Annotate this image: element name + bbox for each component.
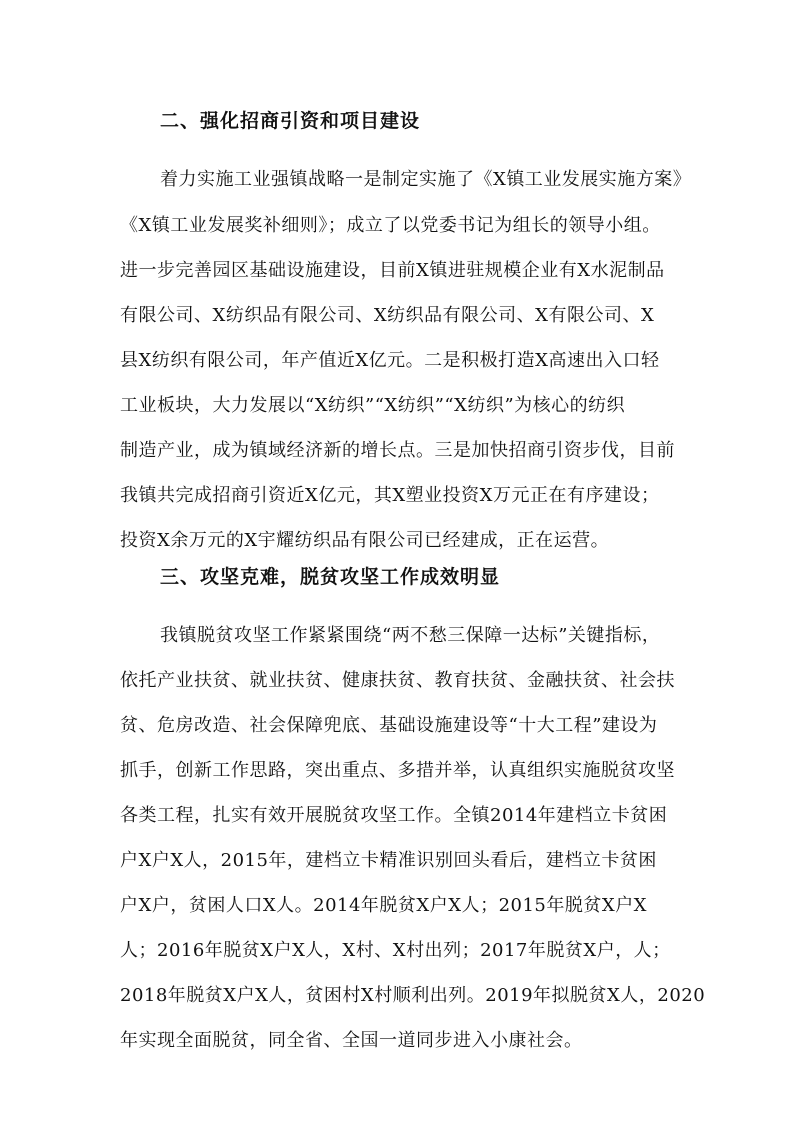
paragraph-line: 《X镇工业发展奖补细则》；成立了以党委书记为组长的领导小组。	[120, 215, 661, 236]
paragraph-line: 县X纺织有限公司，年产值近X亿元。二是积极打造X高速出入口轻	[120, 350, 660, 371]
paragraph-line: 有限公司、X纺织品有限公司、X纺织品有限公司、X有限公司、X	[120, 305, 655, 326]
paragraph-line: 户X户，贫困人口X人。2014年脱贫X户X人；2015年脱贫X户X	[120, 895, 648, 916]
paragraph-line: 投资X余万元的X宇耀纺织品有限公司已经建成，正在运营。	[120, 530, 610, 551]
paragraph-line: 工业板块，大力发展以“X纺织”“X纺织”“X纺织”为核心的纺织	[120, 395, 626, 416]
paragraph-line: 抓手，创新工作思路，突出重点、多措并举，认真组织实施脱贫攻坚	[120, 760, 675, 781]
paragraph-line: 人；2016年脱贫X户X人，X村、X村出列；2017年脱贫X户，人；	[120, 940, 671, 961]
paragraph-line: 各类工程，扎实有效开展脱贫攻坚工作。全镇2014年建档立卡贫困	[120, 805, 668, 826]
paragraph-line: 2018年脱贫X户X人，贫困村X村顺利出列。2019年拟脱贫X人，2020	[120, 985, 706, 1006]
paragraph-line: 户X户X人，2015年，建档立卡精准识别回头看后，建档立卡贫困	[120, 850, 657, 871]
paragraph-line: 我镇脱贫攻坚工作紧紧围绕“两不愁三保障一达标”关键指标，	[160, 625, 661, 646]
section-heading-2: 二、强化招商引资和项目建设	[160, 110, 421, 132]
paragraph-line: 我镇共完成招商引资近X亿元，其X塑业投资X万元正在有序建设；	[120, 485, 660, 506]
paragraph-line: 制造产业，成为镇域经济新的增长点。三是加快招商引资步伐，目前	[120, 440, 675, 461]
paragraph-line: 进一步完善园区基础设施建设，目前X镇进驻规模企业有X水泥制品	[120, 260, 665, 281]
paragraph-line: 年实现全面脱贫，同全省、全国一道同步进入小康社会。	[120, 1030, 583, 1051]
paragraph-line: 贫、危房改造、社会保障兜底、基础设施建设等“十大工程”建设为	[120, 715, 658, 736]
paragraph-line: 依托产业扶贫、就业扶贫、健康扶贫、教育扶贫、金融扶贫、社会扶	[120, 670, 675, 691]
paragraph-line: 着力实施工业强镇战略一是制定实施了《X镇工业发展实施方案》	[160, 169, 692, 190]
section-heading-3: 三、攻坚克难，脱贫攻坚工作成效明显	[160, 566, 501, 588]
